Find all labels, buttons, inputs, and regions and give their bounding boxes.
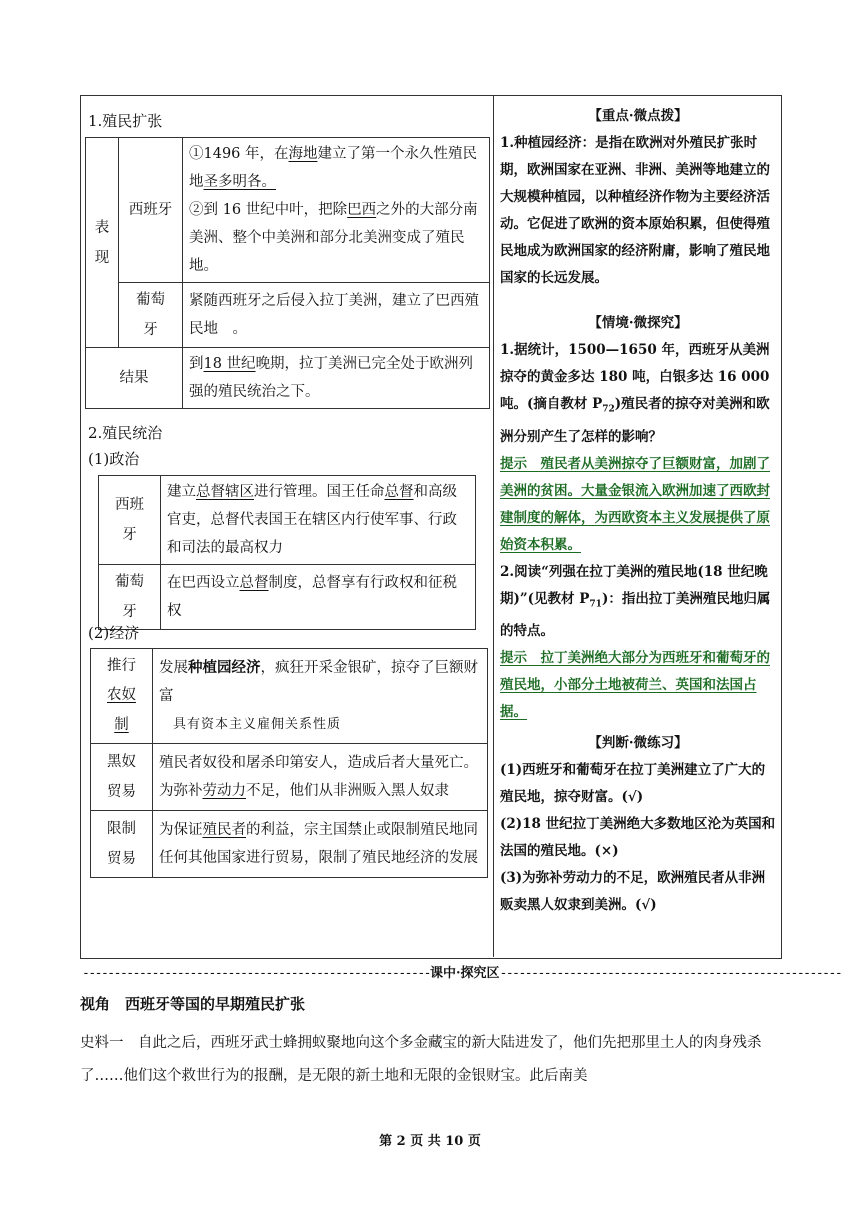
cell-pol-spain (99, 476, 161, 565)
underlined-term: 殖民者 (202, 822, 246, 838)
column-divider (493, 95, 494, 957)
text: )殖民者的掠夺对美洲和欧洲分别产生了怎样的影响？ (500, 396, 770, 445)
cell-result-desc (183, 348, 490, 409)
sidebar-heading: 【重点·微点拨】 (588, 108, 688, 124)
row-label-text: 黑奴贸易 (107, 754, 136, 800)
text: 进行管理。国王任命 (254, 484, 385, 500)
divider-label: 课中·探究区 (429, 966, 500, 981)
table-row (86, 138, 490, 283)
country-label: 葡萄牙 (136, 292, 165, 338)
sidebar-question (500, 559, 776, 646)
table-row (91, 811, 488, 878)
cell-pol-portugal (99, 565, 161, 630)
expansion-table (85, 137, 490, 409)
cell-eco-label-3 (91, 811, 153, 878)
text: 建立 (167, 484, 196, 500)
cell-spain (119, 138, 183, 283)
text: ①1496 年，在 (189, 146, 289, 162)
cell-pol-spain-desc (161, 476, 476, 565)
politics-table (98, 475, 476, 630)
table-row (91, 744, 488, 811)
text: 1.据统计，1500—1650 年，西班牙从美洲掠夺的黄金多达 180 吨，白银多达 16 000 吨。(摘自教材 P (500, 342, 770, 412)
judgement-item: (2)18 世纪拉丁美洲绝大多数地区沦为英国和法国的殖民地。(×) (500, 816, 776, 860)
table-row (86, 348, 490, 409)
text: 侵入拉丁美洲，建立了巴西殖民地 (189, 293, 479, 337)
right-column (500, 103, 776, 919)
text: ，疯狂开采金银矿，掠夺了巨额财富 (159, 659, 478, 704)
text: 和高级官吏，总督代表国王在辖区内行使军事、行政和司法的最高权力 (167, 484, 457, 556)
text: )：指出拉丁美洲殖民地归属的特点。 (500, 590, 771, 640)
dash-line: ------------------------------------------------------ (499, 966, 842, 981)
text: 到 (189, 356, 204, 372)
underlined-term: 圣多明各。 (203, 174, 276, 190)
country-label: 葡萄牙 (115, 574, 144, 620)
text: 发展 (159, 659, 188, 676)
text: ②到 16 世纪中叶，把除 (189, 202, 348, 218)
subheading-politics: (1)政治 (88, 450, 140, 468)
judgement-item: (3)为弥补劳动力的不足，欧洲殖民者从非洲贩卖黑人奴隶到美洲。(√) (500, 870, 766, 914)
cell-eco-desc-2 (153, 744, 488, 811)
subscript: 71 (589, 599, 602, 610)
section-heading-expansion: 1.殖民扩张 (88, 112, 163, 130)
cell-portugal (119, 283, 183, 348)
bold-term: 宗主国 (304, 822, 348, 838)
row-label-biaoxian (86, 138, 119, 348)
underlined-term: 18 世纪 (203, 356, 256, 372)
country-label: 西班牙 (128, 202, 173, 218)
underlined-term: 农奴制 (107, 687, 136, 733)
section-heading-rule: 2.殖民统治 (88, 424, 163, 442)
text: 不足，他们从非洲贩入黑人奴隶 (246, 783, 449, 799)
sidebar-hint: 提示 殖民者从美洲掠夺了巨额财富，加剧了美洲的贫困。大量金银流入欧洲加速了西欧封建制度的解体，为西欧资本主义发展提供了原始资本积累。 (500, 455, 770, 553)
cell-portugal-desc (183, 283, 490, 348)
text: 为保证 (159, 822, 203, 838)
page-footer: 第 2 页 共 10 页 (379, 1134, 481, 1149)
text: 殖民者奴役和屠杀印第安人，造成后者大量死亡。为弥补 (159, 755, 478, 799)
source-excerpt: 史料一 自此之后，西班牙武士蜂拥蚁聚地向这个多金藏宝的新大陆进发了，他们先把那里土人的肉身残杀了……他们这个救世行为的报酬，是无限的新土地和无限的金银财宝。此后南美 (80, 1035, 762, 1084)
text: 晚期，拉丁美洲已完全处于欧洲列强的殖民统治之下。 (189, 356, 474, 400)
underlined-term: 总督 (239, 575, 269, 591)
subheading-economy: (2)经济 (88, 624, 140, 642)
bold-term: 种植园经济 (188, 659, 261, 676)
sidebar-question (500, 337, 776, 451)
underlined-term: 巴西 (347, 202, 377, 218)
sidebar-hint: 提示 拉丁美洲绝大部分为西班牙和葡萄牙的殖民地，小部分土地被荷兰、英国和法国占据。 (500, 650, 770, 721)
bold-term: 紧随西班牙之后 (189, 293, 291, 309)
sidebar-heading: 【判断·微练习】 (588, 735, 688, 752)
table-row (86, 283, 490, 348)
cell-spain-desc (183, 138, 490, 283)
sidebar-paragraph: 1.种植园经济：是指在欧洲对外殖民扩张时期，欧洲国家在亚洲、非洲、美洲等地建立的大规模种植园，以种植经济作物为主要经济活动。它促进了欧洲的资本原始积累，但使得殖民地成为欧洲国家的经济附庸，影响了殖民地国家的长远发展。 (500, 135, 770, 286)
dash-line: ------------------------------------------------------- (82, 966, 430, 981)
row-label-text: 表现 (94, 219, 110, 266)
row-label-text: 结果 (119, 370, 149, 386)
text: 建立了第一个永久性殖民地 (189, 146, 478, 190)
cell-eco-desc-1 (153, 649, 488, 744)
underlined-term: 劳动力 (202, 783, 246, 799)
economy-table (90, 648, 488, 878)
cell-eco-label-2 (91, 744, 153, 811)
underlined-term: 总督辖区 (196, 484, 254, 500)
row-label-text: 推行 (107, 658, 136, 674)
text: 。 (232, 321, 247, 337)
country-label: 西班牙 (115, 497, 144, 543)
cell-result-label (86, 348, 183, 409)
lens-heading: 视角 西班牙等国的早期殖民扩张 (80, 995, 306, 1013)
table-row (91, 649, 488, 744)
sidebar-heading: 【情境·微探究】 (588, 315, 688, 331)
underlined-term: 海地 (288, 146, 318, 162)
text: 在巴西设立 (167, 575, 240, 591)
section-divider (82, 962, 842, 981)
subscript: 72 (602, 404, 615, 415)
table-row (99, 565, 476, 630)
judgement-item: (1)西班牙和葡萄牙在拉丁美洲建立了广大的殖民地，掠夺财富。(√) (500, 762, 766, 806)
row-label-text: 限制贸易 (107, 821, 136, 867)
cell-pol-portugal-desc (161, 565, 476, 630)
table-row (99, 476, 476, 565)
cell-eco-label-1 (91, 649, 153, 744)
cell-eco-desc-3 (153, 811, 488, 878)
annotation-note: 具有资本主义雇佣关系性质 (173, 716, 342, 732)
text: 之外的大部分南美洲、整个中美洲和部分北美洲变成了殖民地。 (189, 202, 478, 274)
text: 2.阅读“列强在拉丁美洲的殖民地(18 世纪晚期)”(见教材 P (500, 563, 768, 607)
underlined-term: 总督 (384, 484, 414, 500)
text: 制度，总督享有行政权和征税权 (167, 575, 457, 619)
text: 禁止或限制殖民地同任何其他国家进行贸易，限制了殖民地经济的发展 (159, 822, 478, 866)
text: 的利益， (246, 822, 304, 838)
